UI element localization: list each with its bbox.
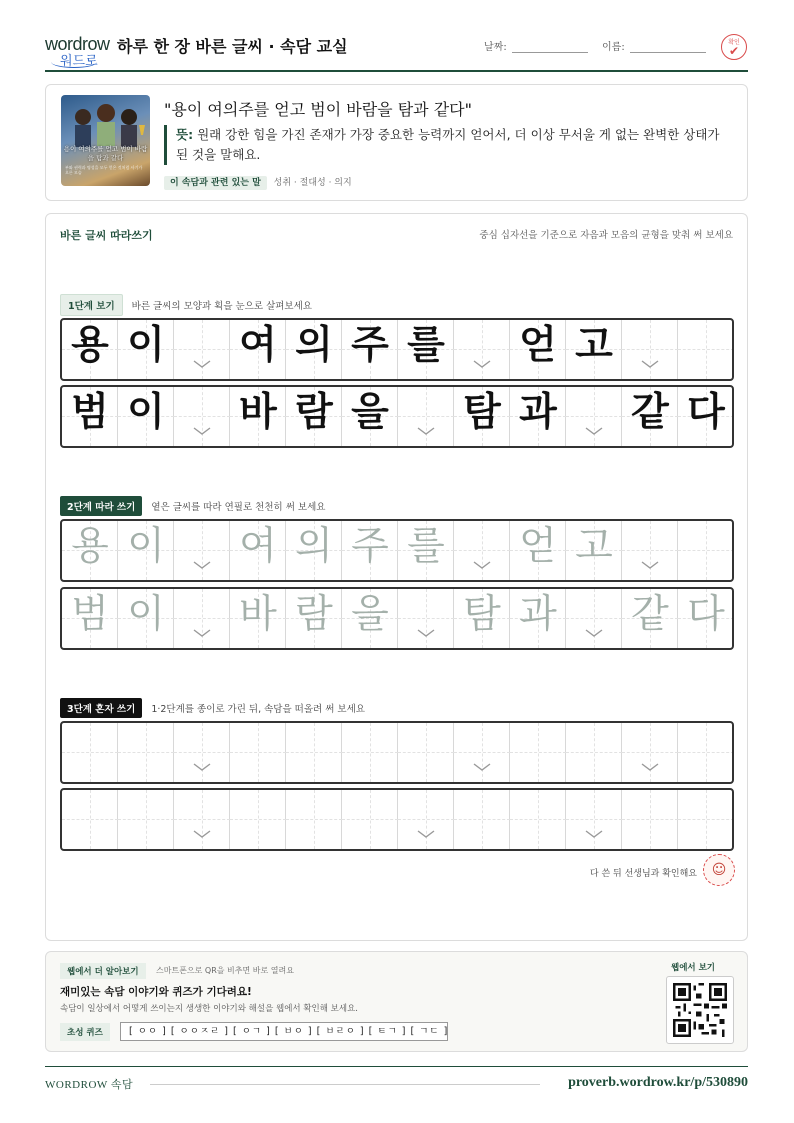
grid-cell (678, 589, 734, 648)
guide-line-horizontal (118, 819, 174, 820)
grid-cell (342, 320, 398, 379)
grid-cell (62, 521, 118, 580)
grid-character: 용 (71, 524, 109, 569)
checkmark-icon: ✔ (728, 44, 740, 58)
grid-character: 과 (519, 592, 557, 637)
grid-cell[interactable] (510, 723, 566, 782)
grid-cell (342, 387, 398, 446)
grid-character: 주 (351, 323, 389, 368)
grid-cell (174, 320, 230, 379)
guide-line-horizontal (678, 550, 734, 551)
grid-cell (678, 387, 734, 446)
grid-cell[interactable] (678, 723, 734, 782)
spacing-chevron-icon (585, 628, 603, 638)
grid-cell (454, 589, 510, 648)
meaning-text: 원래 강한 힘을 가진 존재가 가장 중요한 능력까지 얻어서, 더 이상 무서울 게 없는 완벽한 상태가 된 것을 말해요. (176, 127, 720, 162)
quiz-box: [ ㅇㅇ ] [ ㅇㅇㅈㄹ ] [ ㅇㄱ ] [ ㅂㅇ ] [ ㅂㄹㅇ ] [ ㅌㄱ ] [ ㄱㄷ ] (120, 1022, 448, 1041)
step2-header (60, 496, 325, 516)
spacing-chevron-icon (193, 560, 211, 570)
spacing-chevron-icon (417, 628, 435, 638)
name-line (630, 52, 706, 53)
grid-cell[interactable] (454, 723, 510, 782)
grid-cell[interactable] (678, 790, 734, 849)
grid-cell (174, 589, 230, 648)
grid-character: 바 (239, 592, 277, 637)
qr-code-icon[interactable] (666, 976, 734, 1044)
grid-cell (62, 589, 118, 648)
grid-cell (174, 387, 230, 446)
guide-line-horizontal (174, 752, 230, 753)
page-footer (45, 1066, 748, 1096)
spacing-chevron-icon (585, 426, 603, 436)
grid-cell (230, 589, 286, 648)
grid-cell (566, 521, 622, 580)
stamp-label: 확인 (728, 39, 740, 46)
guide-line-horizontal (398, 618, 454, 619)
spacing-chevron-icon (641, 560, 659, 570)
grid-character: 의 (295, 323, 333, 368)
meaning-label: 뜻: (176, 127, 194, 142)
guide-line-horizontal (286, 752, 342, 753)
spacing-chevron-icon (473, 359, 491, 369)
grid-character: 범 (71, 592, 109, 637)
guide-line-horizontal (454, 349, 510, 350)
grid-cell[interactable] (510, 790, 566, 849)
guide-line-horizontal (622, 349, 678, 350)
step2-row1[interactable] (60, 519, 734, 582)
grid-cell (566, 589, 622, 648)
grid-character: 용 (71, 323, 109, 368)
related-label: 이 속담과 관련 있는 말 (164, 176, 267, 190)
guide-line-horizontal (566, 819, 622, 820)
step3-badge: 3단계 혼자 쓰기 (60, 698, 142, 718)
grid-cell (454, 387, 510, 446)
grid-cell (678, 521, 734, 580)
guide-line-horizontal (230, 752, 286, 753)
grid-character: 같 (631, 592, 669, 637)
date-label: 날짜: (484, 42, 507, 53)
footer-url[interactable]: proverb.wordrow.kr/p/530890 (568, 1075, 748, 1090)
grid-cell[interactable] (118, 790, 174, 849)
grid-cell (678, 320, 734, 379)
grid-character: 얻 (519, 323, 557, 368)
grid-character: 다 (687, 390, 725, 435)
grid-cell[interactable] (398, 790, 454, 849)
logo-text: wordrow (45, 34, 110, 54)
guide-line-horizontal (174, 349, 230, 350)
grid-character: 여 (239, 524, 277, 569)
spacing-chevron-icon (641, 359, 659, 369)
grid-cell[interactable] (398, 723, 454, 782)
grid-cell[interactable] (622, 723, 678, 782)
date-field[interactable] (484, 38, 507, 53)
proverb-illustration (61, 95, 150, 186)
spacing-chevron-icon (473, 762, 491, 772)
grid-cell (286, 387, 342, 446)
guide-line-horizontal (510, 819, 566, 820)
spacing-chevron-icon (641, 762, 659, 772)
spacing-chevron-icon (193, 426, 211, 436)
grid-character: 다 (687, 592, 725, 637)
grid-character: 의 (295, 524, 333, 569)
step3-row1[interactable] (60, 721, 734, 784)
guide-line-horizontal (510, 752, 566, 753)
grid-cell (118, 521, 174, 580)
date-line (512, 52, 588, 53)
step2-desc: 옅은 글씨를 따라 연필로 천천히 써 보세요 (151, 502, 326, 513)
grid-cell[interactable] (566, 723, 622, 782)
grid-character: 을 (351, 592, 389, 637)
spacing-chevron-icon (193, 628, 211, 638)
guide-line-horizontal (174, 550, 230, 551)
guide-line-horizontal (622, 550, 678, 551)
grid-cell (286, 320, 342, 379)
grid-cell[interactable] (118, 723, 174, 782)
guide-line-horizontal (398, 416, 454, 417)
check-stamp-icon (721, 34, 747, 60)
grid-cell[interactable] (230, 790, 286, 849)
web-sub: 스마트폰으로 QR을 비추면 바로 열려요 (156, 966, 294, 975)
grid-cell[interactable] (286, 790, 342, 849)
grid-cell[interactable] (342, 723, 398, 782)
guide-line-horizontal (342, 752, 398, 753)
qr-pattern (673, 983, 727, 1037)
guide-line-horizontal (622, 819, 678, 820)
grid-cell (622, 589, 678, 648)
proverb-meaning (164, 125, 734, 165)
teacher-check-note: 다 쓴 뒤 선생님과 확인해요 (589, 869, 697, 879)
grid-character: 범 (71, 390, 109, 435)
guide-line-horizontal (566, 752, 622, 753)
practice-section (45, 213, 748, 941)
grid-cell (510, 521, 566, 580)
step3-desc: 1·2단계를 종이로 가린 뒤, 속담을 떠올려 써 보세요 (151, 704, 365, 715)
grid-character: 탐 (463, 592, 501, 637)
step1-row2 (60, 385, 734, 448)
grid-cell (230, 521, 286, 580)
related-words (164, 175, 352, 188)
grid-character: 고 (575, 524, 613, 569)
web-card (45, 951, 748, 1052)
guide-line-horizontal (454, 550, 510, 551)
step3-header (60, 698, 365, 718)
illustration-subcaption: 부와 권력과 명성을 모두 얻은 것처럼 사기가 오른 모습 (65, 165, 143, 175)
step2-row2[interactable] (60, 587, 734, 650)
grid-cell (230, 320, 286, 379)
logo-swoosh-icon (51, 56, 97, 68)
step1-badge: 1단계 보기 (60, 294, 123, 316)
grid-cell (566, 320, 622, 379)
guide-line-horizontal (454, 819, 510, 820)
step3-row2[interactable] (60, 788, 734, 851)
guide-line-horizontal (398, 819, 454, 820)
spacing-chevron-icon (193, 762, 211, 772)
page-title: 하루 한 장 바른 글씨 · 속담 교실 (117, 37, 348, 56)
guide-line-horizontal (62, 819, 118, 820)
step2-badge: 2단계 따라 쓰기 (60, 496, 142, 516)
footer-divider (150, 1084, 540, 1085)
practice-title: 바른 글씨 따라쓰기 (60, 229, 153, 242)
step1-row1 (60, 318, 734, 381)
grid-cell (622, 521, 678, 580)
footer-brand: WORDROW 속담 (45, 1079, 134, 1091)
grid-cell (118, 387, 174, 446)
grid-character: 바 (239, 390, 277, 435)
grid-character: 이 (127, 592, 165, 637)
guide-line-horizontal (566, 618, 622, 619)
grid-cell[interactable] (174, 790, 230, 849)
grid-cell (398, 320, 454, 379)
grid-cell (286, 589, 342, 648)
related-list: 성취 · 절대성 · 의지 (273, 178, 352, 188)
grid-cell (342, 589, 398, 648)
grid-character: 을 (351, 390, 389, 435)
grid-cell (62, 387, 118, 446)
grid-character: 이 (127, 524, 165, 569)
grid-cell (622, 320, 678, 379)
grid-cell (566, 387, 622, 446)
grid-character: 같 (631, 390, 669, 435)
spacing-chevron-icon (473, 560, 491, 570)
name-label: 이름: (602, 42, 625, 53)
grid-cell[interactable] (286, 723, 342, 782)
spacing-chevron-icon (585, 829, 603, 839)
grid-character: 고 (575, 323, 613, 368)
grid-cell[interactable] (62, 790, 118, 849)
guide-line-horizontal (678, 752, 734, 753)
grid-character: 얻 (519, 524, 557, 569)
guide-line-horizontal (174, 416, 230, 417)
qr-label: 웹에서 보기 (671, 963, 716, 973)
step1-desc: 바른 글씨의 모양과 획을 눈으로 살펴보세요 (131, 301, 312, 312)
grid-cell (398, 521, 454, 580)
grid-cell (622, 387, 678, 446)
grid-character: 이 (127, 323, 165, 368)
guide-line-horizontal (62, 752, 118, 753)
grid-cell (398, 387, 454, 446)
proverb-card (45, 84, 748, 201)
grid-cell (510, 320, 566, 379)
guide-line-horizontal (174, 819, 230, 820)
grid-cell (454, 320, 510, 379)
illustration-caption: 용이 여의주를 얻고 범이 바람을 탐과 같다 (63, 145, 148, 162)
grid-cell (342, 521, 398, 580)
grid-cell (286, 521, 342, 580)
step1-header (60, 294, 312, 316)
spacing-chevron-icon (193, 829, 211, 839)
guide-line-horizontal (678, 819, 734, 820)
grid-cell (510, 589, 566, 648)
guide-line-horizontal (622, 752, 678, 753)
grid-cell (230, 387, 286, 446)
guide-line-horizontal (342, 819, 398, 820)
spacing-chevron-icon (417, 829, 435, 839)
guide-line-horizontal (230, 819, 286, 820)
teacher-stamp-icon: ☺ (703, 854, 735, 886)
grid-cell (454, 521, 510, 580)
practice-note: 중심 십자선을 기준으로 자음과 모음의 균형을 맞춰 써 보세요 (479, 230, 733, 241)
grid-character: 주 (351, 524, 389, 569)
page-header (45, 28, 748, 72)
guide-line-horizontal (118, 752, 174, 753)
grid-cell (62, 320, 118, 379)
grid-cell[interactable] (174, 723, 230, 782)
grid-character: 탐 (463, 390, 501, 435)
grid-cell[interactable] (342, 790, 398, 849)
guide-line-horizontal (678, 349, 734, 350)
grid-cell[interactable] (566, 790, 622, 849)
grid-cell[interactable] (622, 790, 678, 849)
quiz-label: 초성 퀴즈 (60, 1023, 110, 1041)
grid-cell (118, 320, 174, 379)
web-desc: 속담이 일상에서 어떻게 쓰이는지 생생한 이야기와 해설을 웹에서 확인해 보세요. (60, 1004, 358, 1014)
name-field[interactable] (602, 38, 625, 53)
web-badge: 웹에서 더 알아보기 (60, 963, 146, 979)
grid-cell (174, 521, 230, 580)
guide-line-horizontal (566, 416, 622, 417)
spacing-chevron-icon (417, 426, 435, 436)
guide-line-horizontal (398, 752, 454, 753)
spacing-chevron-icon (193, 359, 211, 369)
grid-character: 를 (407, 524, 445, 569)
grid-character: 이 (127, 390, 165, 435)
guide-line-horizontal (174, 618, 230, 619)
guide-line-horizontal (286, 819, 342, 820)
web-headline: 재미있는 속담 이야기와 퀴즈가 기다려요! (60, 986, 252, 998)
grid-cell[interactable] (62, 723, 118, 782)
grid-character: 람 (295, 390, 333, 435)
grid-character: 여 (239, 323, 277, 368)
grid-cell (118, 589, 174, 648)
grid-cell (510, 387, 566, 446)
grid-cell[interactable] (230, 723, 286, 782)
proverb-title: "용이 여의주를 얻고 범이 바람을 탐과 같다" (164, 100, 472, 119)
grid-cell (398, 589, 454, 648)
grid-character: 과 (519, 390, 557, 435)
grid-cell[interactable] (454, 790, 510, 849)
guide-line-horizontal (454, 752, 510, 753)
logo-korean: 워드로 (60, 54, 98, 69)
grid-character: 람 (295, 592, 333, 637)
grid-character: 를 (407, 323, 445, 368)
